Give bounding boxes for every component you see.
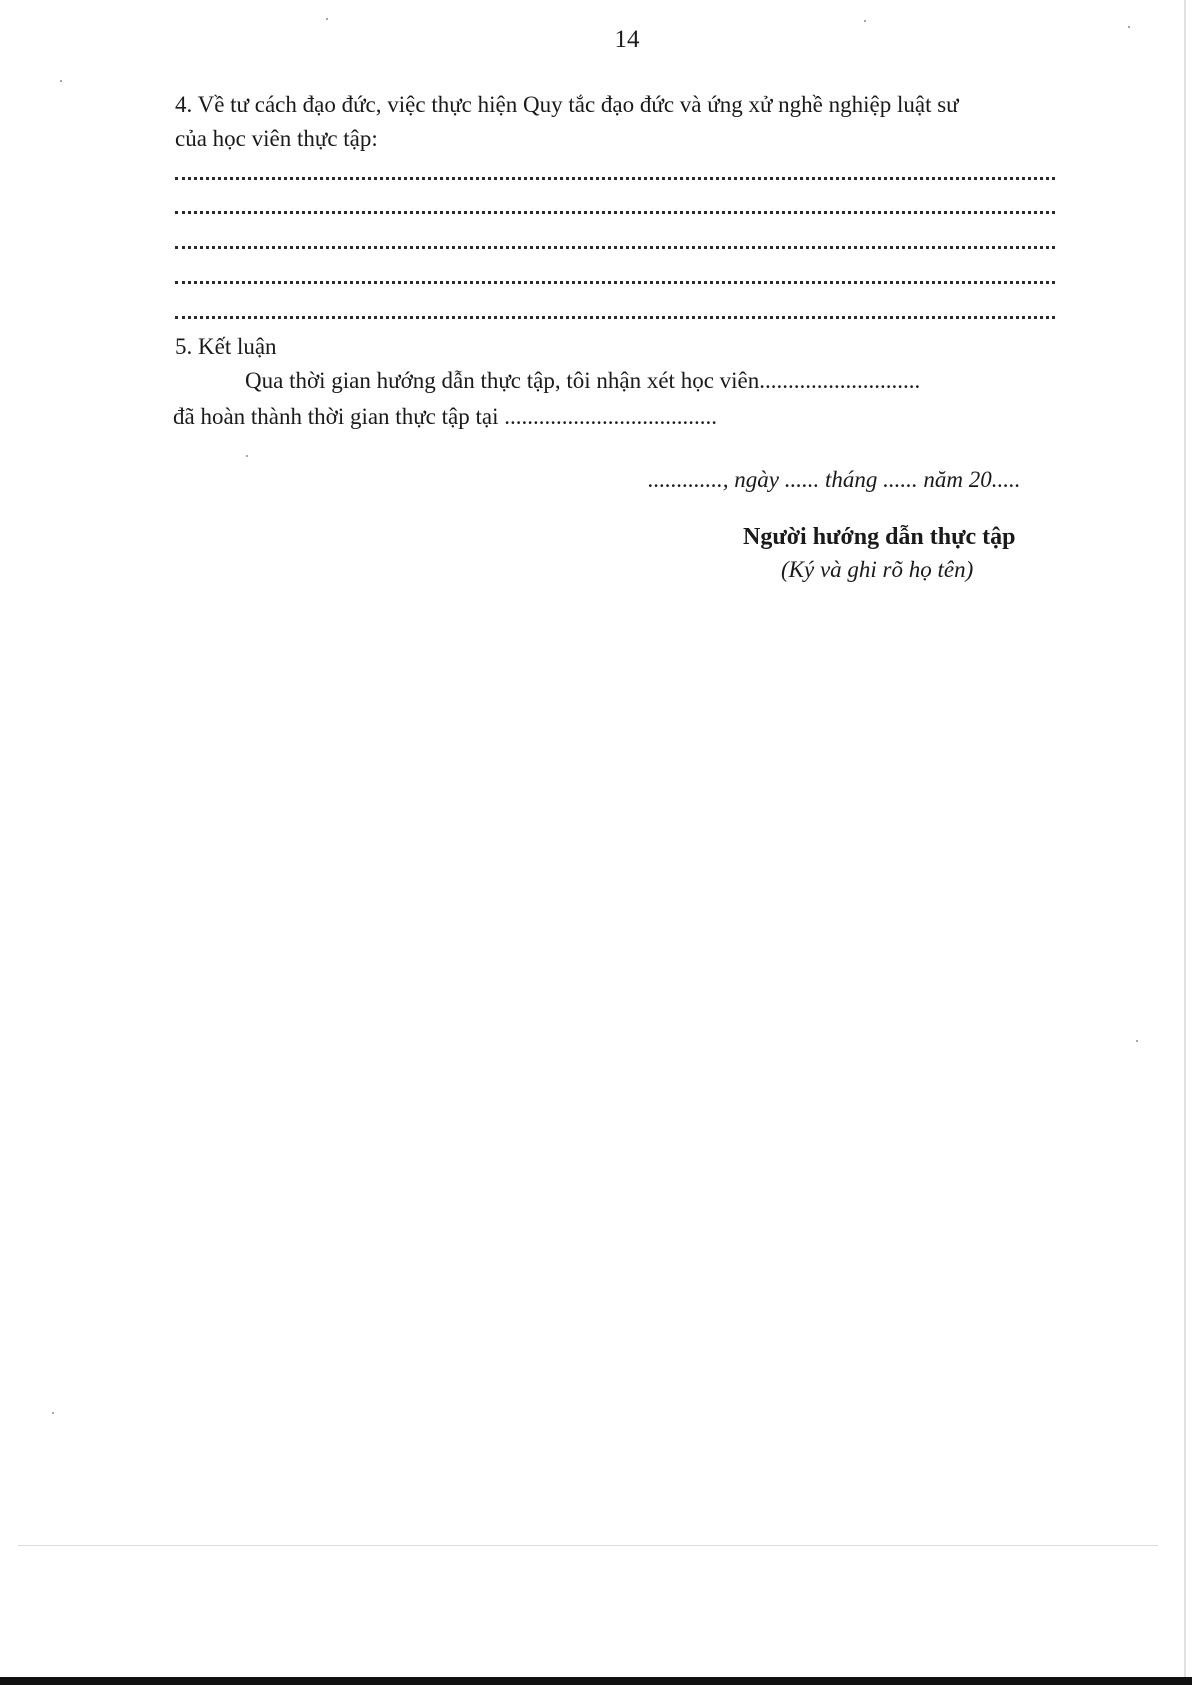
date-line: ............., ngày ...... tháng ...... năm 20..... — [648, 467, 1021, 492]
scan-speck — [1128, 26, 1130, 28]
right-scan-edge — [1184, 0, 1186, 1685]
section-5-heading: 5. Kết luận — [175, 334, 277, 359]
section-4-line-2: của học viên thực tập: — [175, 126, 378, 151]
scan-speck — [52, 1412, 54, 1414]
blank-answer-line-1 — [175, 177, 1055, 180]
section-5-line-1: Qua thời gian hướng dẫn thực tập, tôi nhận xét học viên............................ — [245, 368, 921, 393]
scan-speck — [326, 18, 328, 20]
blank-answer-line-2 — [175, 211, 1055, 214]
signature-title: Người hướng dẫn thực tập — [743, 524, 1016, 550]
blank-answer-line-3 — [175, 246, 1055, 249]
signature-note: (Ký và ghi rõ họ tên) — [781, 557, 974, 582]
scan-speck — [1136, 1040, 1138, 1042]
section-5-line-2: đã hoàn thành thời gian thực tập tại ..................................... — [173, 404, 717, 429]
scan-speck — [246, 455, 248, 457]
scan-speck — [60, 80, 62, 82]
page-number: 14 — [614, 26, 640, 53]
bottom-scan-band — [0, 1677, 1192, 1685]
scan-speck — [864, 20, 866, 22]
blank-answer-line-5 — [175, 316, 1055, 319]
bottom-rule — [18, 1545, 1158, 1546]
blank-answer-line-4 — [175, 281, 1055, 284]
section-4-line-1: 4. Về tư cách đạo đức, việc thực hiện Quy tắc đạo đức và ứng xử nghề nghiệp luật sư — [175, 92, 959, 117]
